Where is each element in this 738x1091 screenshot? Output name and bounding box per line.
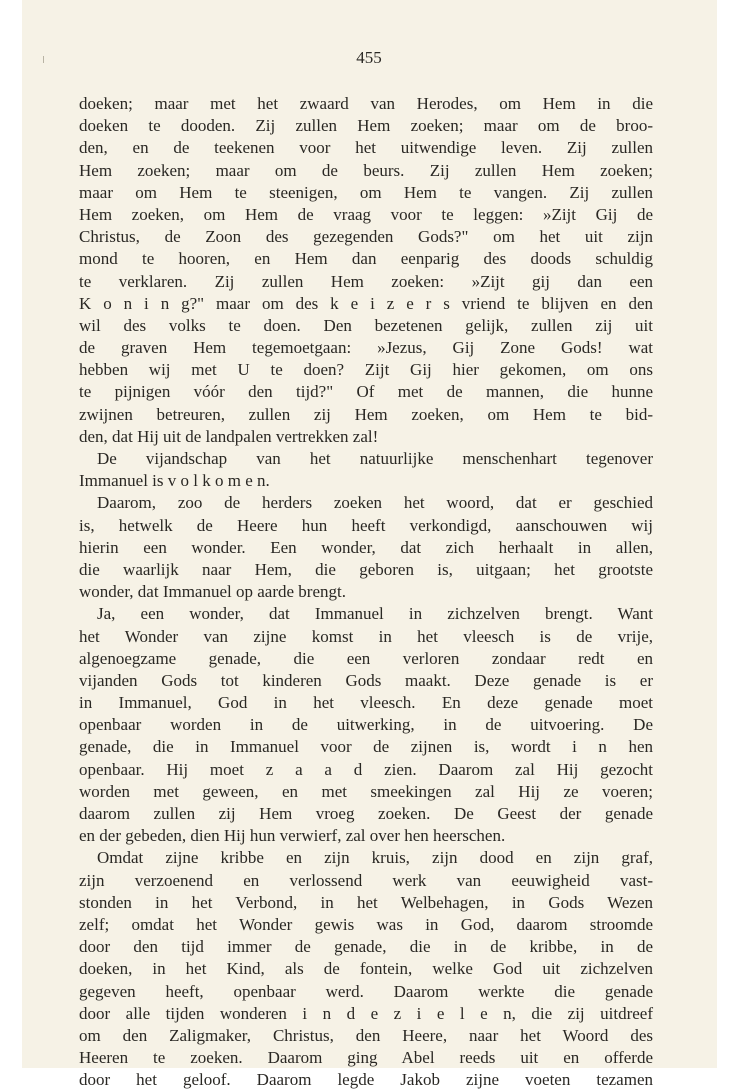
text-line: Heeren te zoeken. Daarom ging Abel reeds uit en offerde [79, 1048, 653, 1068]
text-line: door het geloof. Daarom legde Jakob zijne voeten tezamen [79, 1070, 653, 1090]
text-line: K o n i n g?" maar om des k e i z e r s vriend te blijven en den [79, 293, 653, 313]
text-line: zijn verzoenend en verlossend werk van eeuwigheid vast- [79, 870, 653, 890]
text-line: het Wonder van zijne komst in het vleesch is de vrije, [79, 626, 653, 646]
text-line: zelf; omdat het Wonder gewis was in God, daarom stroomde [79, 914, 653, 934]
text-line: Christus, de Zoon des gezegenden Gods?" om het uit zijn [79, 227, 653, 247]
text-line: den, dat Hij uit de landpalen vertrekken zal! [79, 426, 379, 446]
text-line: algenoegzame genade, die een verloren zondaar redt en [79, 648, 653, 668]
text-line: worden met geween, en met smeekingen zal Hij ze voeren; [79, 781, 653, 801]
text-line: mond te hooren, en Hem dan eenparig des doods schuldig [79, 249, 653, 269]
text-line: De vijandschap van het natuurlijke menschenhart tegenover [97, 449, 653, 468]
text-line: openbaar. Hij moet z a a d zien. Daarom zal Hij gezocht [79, 759, 653, 779]
text-line: hebben wij met U te doen? Zijt Gij hier gekomen, om ons [79, 360, 653, 380]
text-line: die waarlijk naar Hem, die geboren is, uitgaan; het grootste [79, 559, 653, 579]
text-line: en der gebeden, dien Hij hun verwierf, zal over hen heerschen. [79, 826, 506, 846]
text-line: openbaar worden in de uitwerking, in de uitvoering. De [79, 715, 653, 735]
text-line: Immanuel is v o l k o m e n. [79, 471, 270, 491]
text-line: te pijnigen vóór den tijd?" Of met de mannen, die hunne [79, 382, 653, 402]
text-line: hierin een wonder. Een wonder, dat zich herhaalt in allen, [79, 537, 653, 557]
text-line: Ja, een wonder, dat Immanuel in zichzelven brengt. Want [97, 604, 653, 624]
text-line: wonder, dat Immanuel op aarde brengt. [79, 582, 346, 602]
text-line: Hem zoeken, om Hem de vraag voor te leggen: »Zijt Gij de [79, 204, 653, 224]
body-text [79, 93, 653, 1091]
text-line: Omdat zijne kribbe en zijn kruis, zijn dood en zijn graf, [97, 848, 653, 868]
text-line: Hem zoeken; maar om de beurs. Zij zullen Hem zoeken; [79, 160, 653, 180]
text-line: wil des volks te doen. Den bezetenen gelijk, zullen zij uit [79, 315, 653, 335]
text-line: vijanden Gods tot kinderen Gods maakt. Deze genade is er [79, 670, 653, 690]
text-line: de graven Hem tegemoetgaan: »Jezus, Gij Zone Gods! wat [79, 338, 653, 358]
text-line: doeken te dooden. Zij zullen Hem zoeken; maar om de broo- [79, 116, 653, 136]
text-line: gegeven heeft, openbaar werd. Daarom werkte die genade [79, 981, 653, 1001]
text-line: in Immanuel, God in het vleesch. En deze genade moet [79, 693, 653, 713]
text-line: maar om Hem te steenigen, om Hem te vangen. Zij zullen [79, 182, 653, 202]
text-line: daarom zullen zij Hem vroeg zoeken. De Geest der genade [79, 804, 653, 823]
text-line: door den tijd immer de genade, die in de kribbe, in de [79, 937, 653, 957]
text-line: doeken, in het Kind, als de fontein, welke God uit zichzelven [79, 959, 653, 979]
text-line: is, hetwelk de Heere hun heeft verkondigd, aanschouwen wij [79, 515, 653, 535]
text-line: den, en de teekenen voor het uitwendige leven. Zij zullen [79, 138, 653, 158]
text-line: om den Zaligmaker, Christus, den Heere, naar het Woord des [79, 1025, 653, 1045]
text-line: stonden in het Verbond, in het Welbehagen, in Gods Wezen [79, 892, 653, 912]
text-line: doeken; maar met het zwaard van Herodes, om Hem in die [79, 94, 653, 113]
page-number: 455 [356, 48, 382, 67]
text-line: genade, die in Immanuel voor de zijnen is, wordt i n hen [79, 737, 653, 757]
text-line: door alle tijden wonderen i n d e z i e l e n, die zij uitdreef [79, 1003, 653, 1023]
text-line: te verklaren. Zij zullen Hem zoeken: »Zijt gij dan een [79, 271, 653, 291]
text-line: zwijnen betreuren, zullen zij Hem zoeken, om Hem te bid- [79, 404, 653, 424]
text-line: Daarom, zoo de herders zoeken het woord, dat er geschied [97, 493, 653, 513]
